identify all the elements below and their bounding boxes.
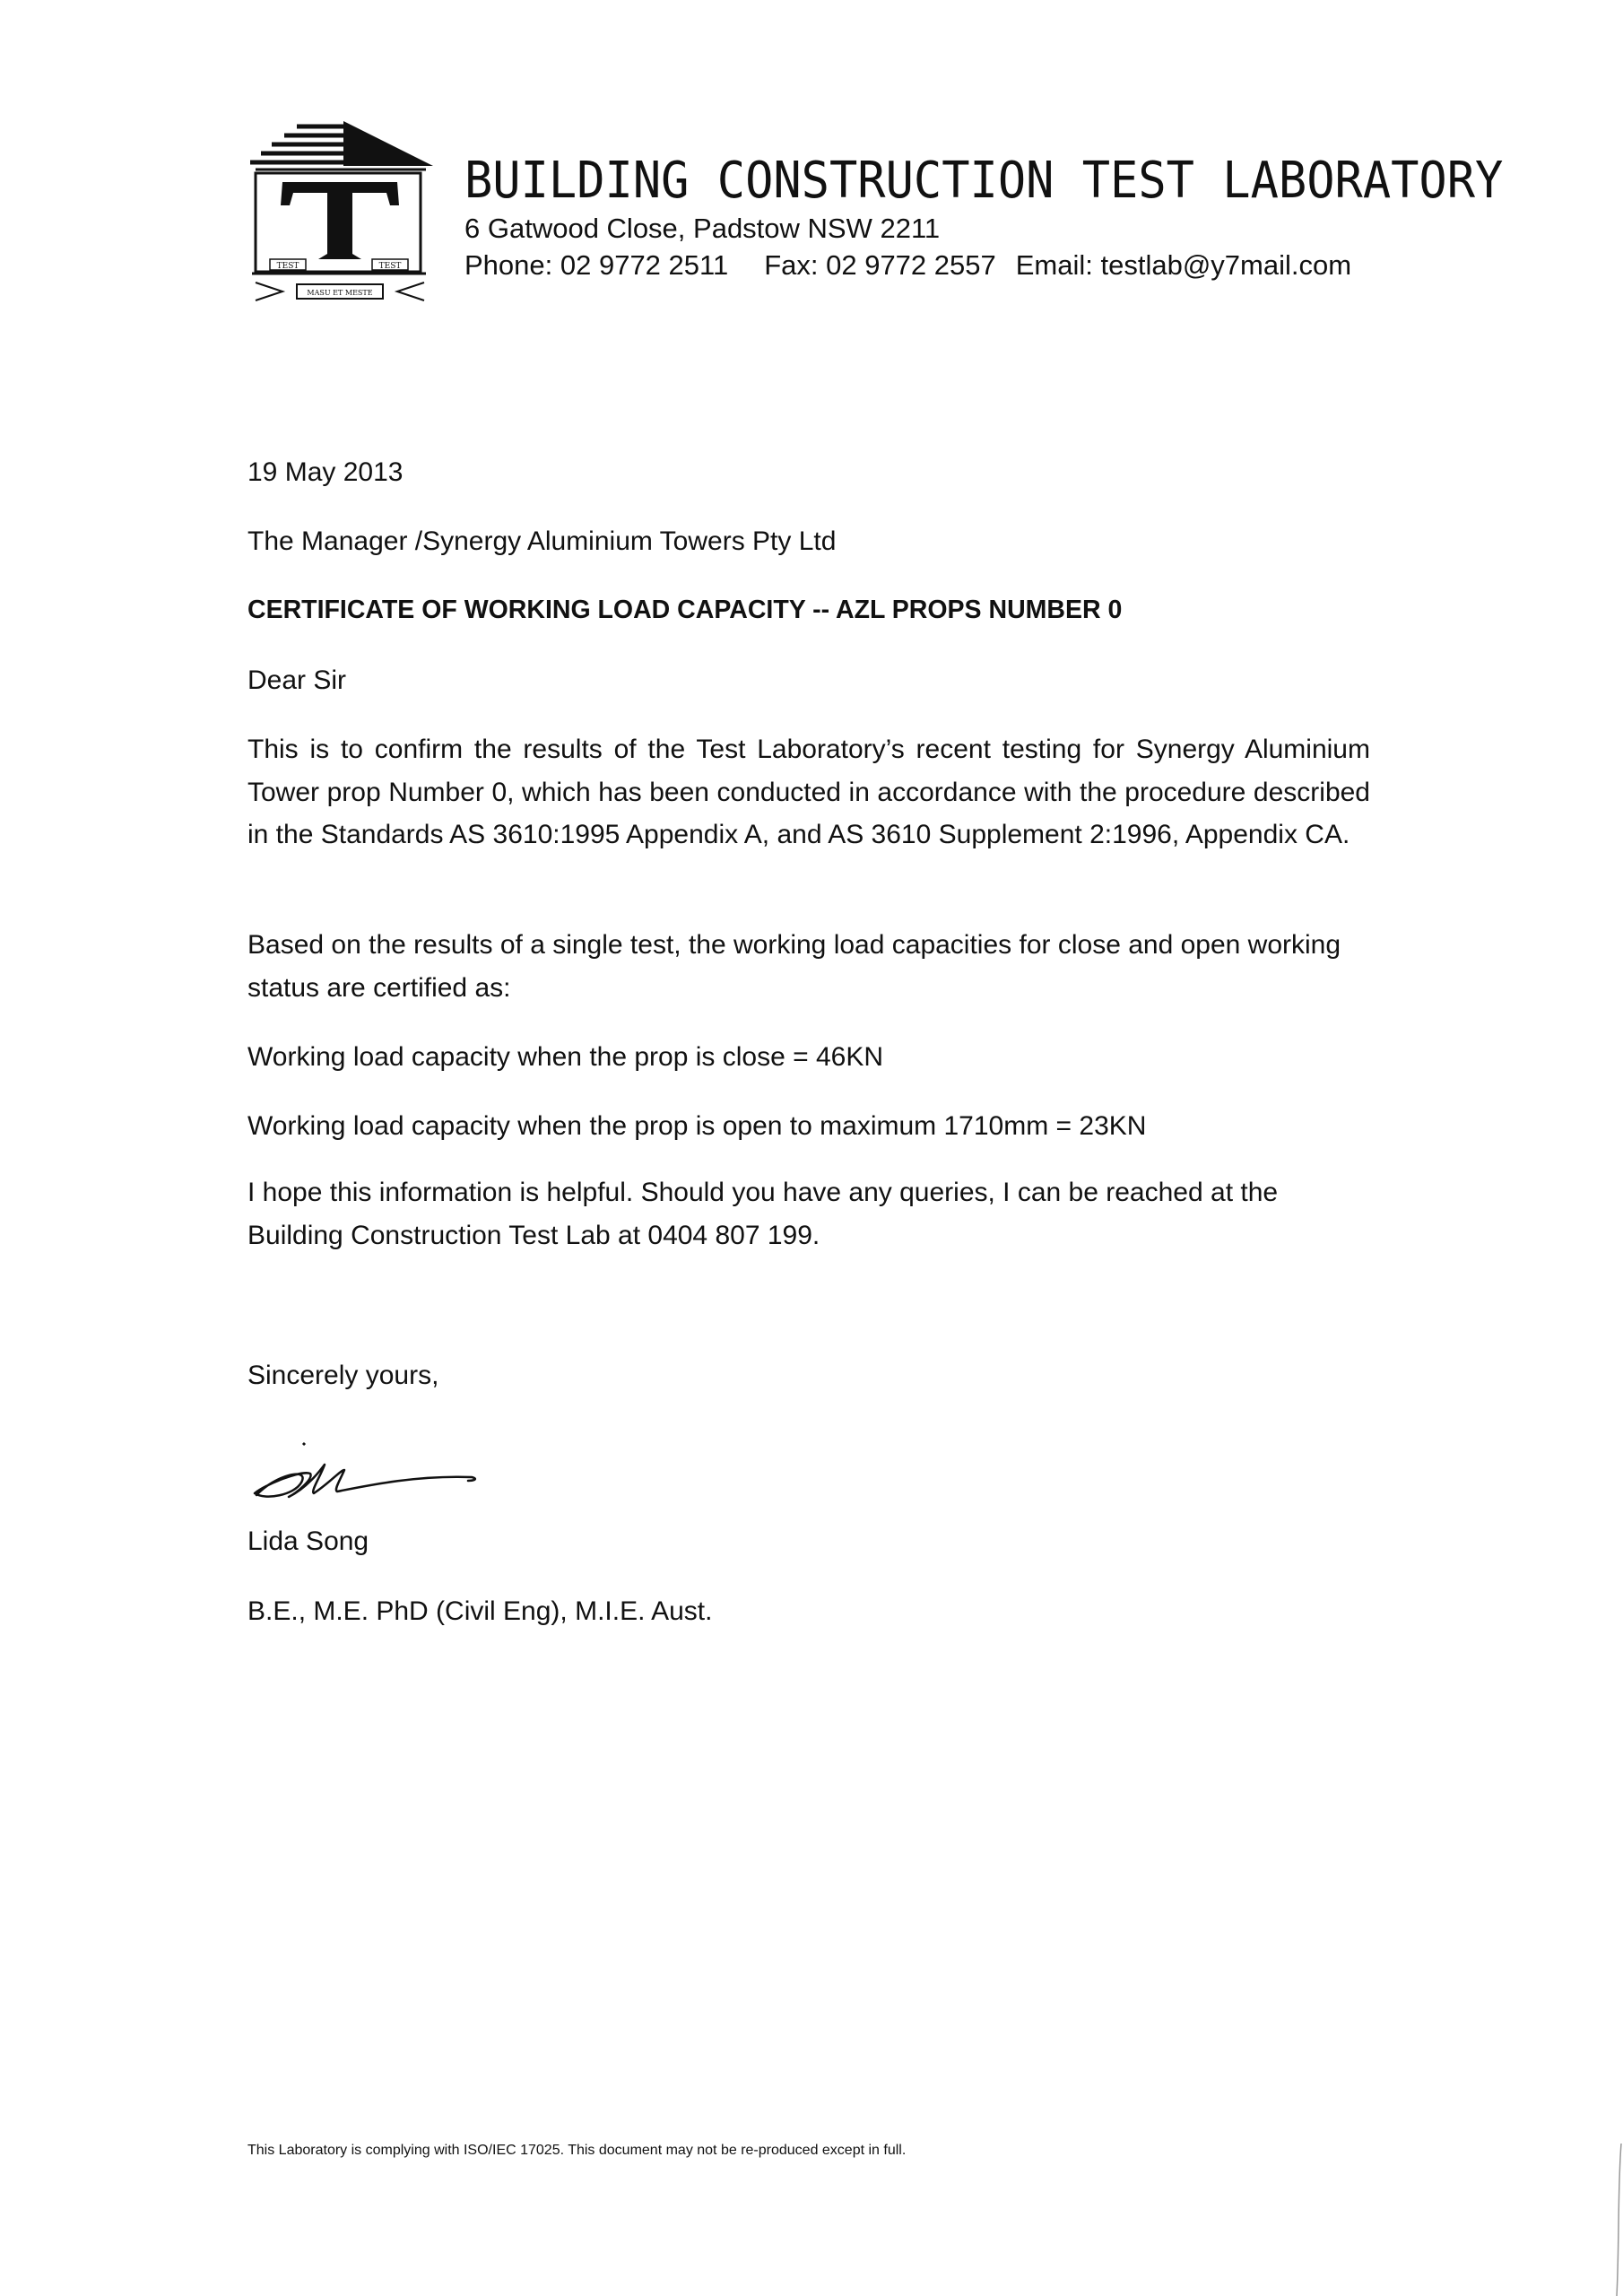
house-logo-icon xyxy=(247,119,437,308)
subject-line: CERTIFICATE OF WORKING LOAD CAPACITY -- AZL PROPS NUMBER 0 xyxy=(247,596,1123,624)
logo-left-plaque: TEST xyxy=(276,262,299,271)
signer-credentials: B.E., M.E. PhD (Civil Eng), M.I.E. Aust. xyxy=(247,1596,713,1626)
organization-name: BUILDING CONSTRUCTION TEST LABORATORY xyxy=(464,152,1504,211)
paragraph-contact: I hope this information is helpful. Should you have any queries, I can be reached at the Building Construction Test Lab at 0404 807 199. xyxy=(247,1178,1279,1250)
handwritten-signature xyxy=(247,1439,481,1511)
email-address: Email: testlab@y7mail.com xyxy=(1015,249,1352,281)
paragraph-confirmation: This is to confirm the results of the Test Laboratory’s recent testing for Synergy Aluminium Tower prop Number 0, which has been conducted in accordance with the procedure described in the Standards AS 3610:1995 Appendix A, and AS 3610 Supplement 2:1996, Appendix CA. xyxy=(247,735,1370,849)
letter-date: 19 May 2013 xyxy=(247,457,404,487)
phone-number: Phone: 02 9772 2511 xyxy=(464,249,729,281)
footer-notice: This Laboratory is complying with ISO/IEC 17025. This document may not be re-produced except in full. xyxy=(247,2143,907,2158)
fax-number: Fax: 02 9772 2557 xyxy=(764,249,996,281)
logo-right-plaque: TEST xyxy=(378,262,402,271)
paragraph-results: Based on the results of a single test, the working load capacities for close and open working status are certified as: xyxy=(247,930,1341,1003)
closing: Sincerely yours, xyxy=(247,1361,439,1390)
logo-motto: MASU ET MESTE xyxy=(307,289,373,297)
salutation: Dear Sir xyxy=(247,665,347,695)
contact-line xyxy=(464,248,1351,283)
capacity-close: Working load capacity when the prop is close = 46KN xyxy=(247,1042,883,1072)
recipient: The Manager /Synergy Aluminium Towers Pty Ltd xyxy=(247,526,837,556)
signer-name: Lida Song xyxy=(247,1526,369,1556)
page-edge-divider xyxy=(1616,2144,1623,2296)
capacity-open: Working load capacity when the prop is open to maximum 1710mm = 23KN xyxy=(247,1111,1147,1141)
address-line: 6 Gatwood Close, Padstow NSW 2211 xyxy=(464,213,941,244)
